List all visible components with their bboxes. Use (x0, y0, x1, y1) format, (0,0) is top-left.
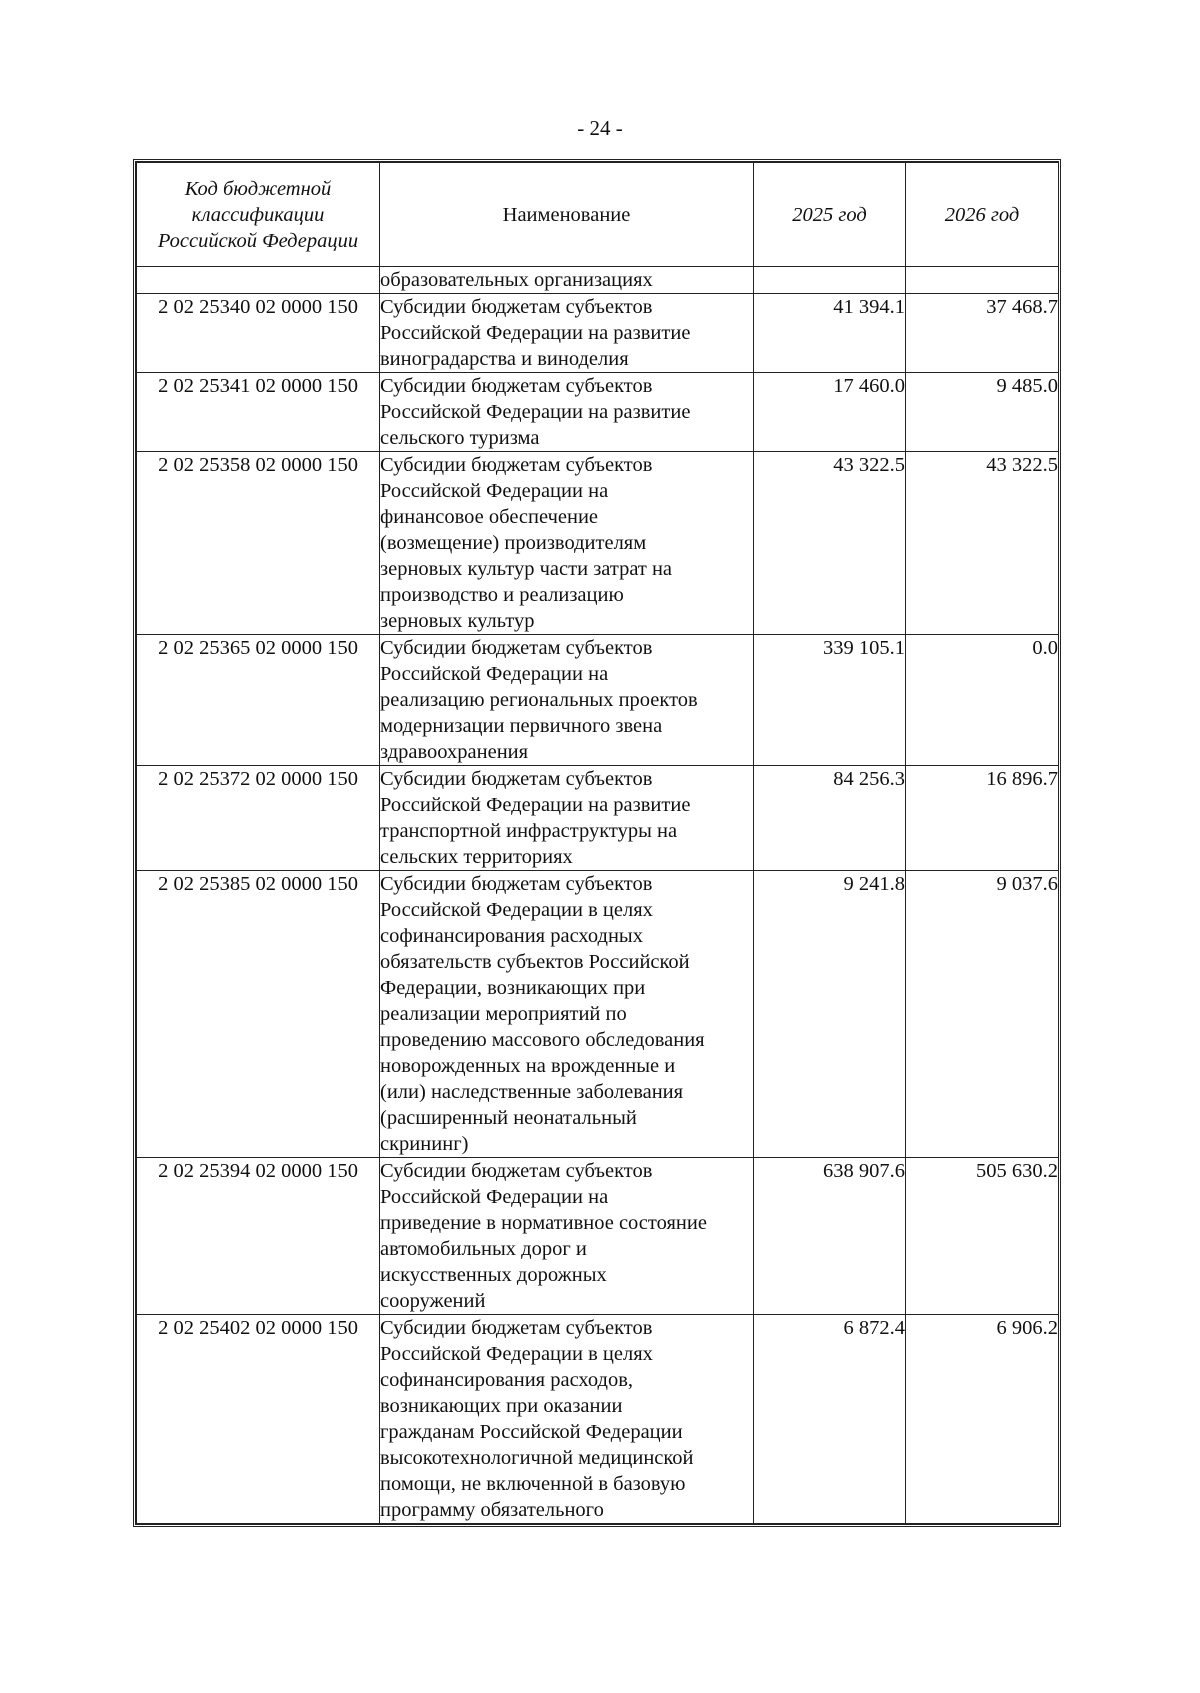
row-code: 2 02 25402 02 0000 150 (137, 1315, 380, 1524)
table-row (137, 373, 1059, 452)
row-name-line: Субсидии бюджетам субъектов (380, 637, 653, 659)
row-code: 2 02 25365 02 0000 150 (137, 635, 380, 766)
row-name-line: Российской Федерации в целях (380, 899, 653, 921)
row-name-line: обязательств субъектов Российской (380, 951, 690, 973)
row-year-2025: 6 872.4 (754, 1315, 906, 1524)
row-name-line: Субсидии бюджетам субъектов (380, 1160, 653, 1182)
row-year-2025: 17 460.0 (754, 373, 906, 452)
row-name (380, 452, 754, 635)
row-name-line: (возмещение) производителям (380, 532, 647, 554)
row-year-2026: 37 468.7 (906, 294, 1059, 373)
row-name-line: зерновых культур (380, 610, 535, 632)
row-name-line: (расширенный неонатальный (380, 1107, 637, 1129)
row-name-line: Российской Федерации на (380, 663, 609, 685)
row-name-line: Субсидии бюджетам субъектов (380, 454, 653, 476)
row-name-line: виноградарства и виноделия (380, 348, 629, 370)
row-year-2026: 0.0 (906, 635, 1059, 766)
row-name (380, 1158, 754, 1315)
table-row (137, 635, 1059, 766)
header-name: Наименование (380, 163, 754, 267)
row-name-line: Российской Федерации на (380, 1186, 609, 1208)
row-year-2025: 43 322.5 (754, 452, 906, 635)
row-name-line: софинансирования расходов, (380, 1369, 634, 1391)
row-name-line: сельского туризма (380, 427, 540, 449)
row-name-line: реализации мероприятий по (380, 1003, 627, 1025)
row-code: 2 02 25385 02 0000 150 (137, 871, 380, 1158)
row-name-line: Субсидии бюджетам субъектов (380, 1317, 653, 1339)
row-code: 2 02 25372 02 0000 150 (137, 766, 380, 871)
row-name-line: Российской Федерации в целях (380, 1343, 653, 1365)
row-name-line: Субсидии бюджетам субъектов (380, 768, 653, 790)
table-body (137, 267, 1059, 1524)
row-name-line: автомобильных дорог и (380, 1238, 587, 1260)
row-name-line: приведение в нормативное состояние (380, 1212, 707, 1234)
row-year-2025: 84 256.3 (754, 766, 906, 871)
row-name-line: искусственных дорожных (380, 1264, 607, 1286)
row-name-line: Федерации, возникающих при (380, 977, 646, 999)
row-year-2025: 9 241.8 (754, 871, 906, 1158)
row-name (380, 766, 754, 871)
row-name-line: реализацию региональных проектов (380, 689, 698, 711)
header-row (137, 163, 1059, 267)
row-year-2026: 43 322.5 (906, 452, 1059, 635)
header-year-2026: 2026 год (906, 163, 1059, 267)
continuation-row (137, 267, 1059, 294)
row-name-line: Субсидии бюджетам субъектов (380, 296, 653, 318)
header-code (137, 163, 380, 267)
row-name-line: производство и реализацию (380, 584, 624, 606)
row-name-line: проведению массового обследования (380, 1029, 705, 1051)
row-name-line: софинансирования расходных (380, 925, 643, 947)
row-name-line: модернизации первичного звена (380, 715, 663, 737)
row-code (137, 267, 380, 294)
row-year-2026: 9 485.0 (906, 373, 1059, 452)
row-name-line: зерновых культур части затрат на (380, 558, 673, 580)
row-name (380, 373, 754, 452)
row-name (380, 635, 754, 766)
row-name-line: Субсидии бюджетам субъектов (380, 873, 653, 895)
table-row (137, 1315, 1059, 1524)
header-code-line: Российской Федерации (157, 229, 359, 252)
row-code: 2 02 25394 02 0000 150 (137, 1158, 380, 1315)
budget-table (136, 162, 1059, 1524)
table-row (137, 766, 1059, 871)
row-name-line: транспортной инфраструктуры на (380, 820, 678, 842)
row-year-2026: 6 906.2 (906, 1315, 1059, 1524)
header-code-line: классификации (191, 203, 325, 226)
header-year-2025: 2025 год (754, 163, 906, 267)
row-year-2025: 638 907.6 (754, 1158, 906, 1315)
page-number: - 24 - (577, 116, 623, 140)
row-name (380, 294, 754, 373)
table-row (137, 294, 1059, 373)
row-year-2025: 339 105.1 (754, 635, 906, 766)
row-name-line: высокотехнологичной медицинской (380, 1447, 694, 1469)
row-year-2026: 16 896.7 (906, 766, 1059, 871)
table-row (137, 871, 1059, 1158)
row-name-line: (или) наследственные заболевания (380, 1081, 684, 1103)
row-name (380, 871, 754, 1158)
budget-table-frame (133, 159, 1061, 1527)
row-name-line: гражданам Российской Федерации (380, 1421, 683, 1443)
row-year-2025: 41 394.1 (754, 294, 906, 373)
row-name-line: финансовое обеспечение (380, 506, 599, 528)
table-row (137, 452, 1059, 635)
row-name-line: сельских территориях (380, 846, 573, 868)
row-name-line: помощи, не включенной в базовую (380, 1473, 686, 1495)
row-year-2026: 9 037.6 (906, 871, 1059, 1158)
row-name-line: Субсидии бюджетам субъектов (380, 375, 653, 397)
row-name-line: Российской Федерации на развитие (380, 401, 691, 423)
row-name-line: здравоохранения (380, 741, 529, 763)
header-code-line: Код бюджетной (184, 177, 332, 200)
row-name-line: возникающих при оказании (380, 1395, 623, 1417)
row-code: 2 02 25340 02 0000 150 (137, 294, 380, 373)
row-name-line: Российской Федерации на развитие (380, 322, 691, 344)
row-name-line: программу обязательного (380, 1499, 604, 1521)
row-code: 2 02 25358 02 0000 150 (137, 452, 380, 635)
table-row (137, 1158, 1059, 1315)
row-name-line: Российской Федерации на развитие (380, 794, 691, 816)
row-code: 2 02 25341 02 0000 150 (137, 373, 380, 452)
row-name: образовательных организациях (380, 267, 754, 294)
row-year-2026: 505 630.2 (906, 1158, 1059, 1315)
row-name (380, 1315, 754, 1524)
row-name-line: сооружений (380, 1290, 486, 1312)
row-name-line: Российской Федерации на (380, 480, 609, 502)
row-name-line: новорожденных на врожденные и (380, 1055, 676, 1077)
row-name-line: скрининг) (380, 1133, 469, 1155)
row-year-2026 (906, 267, 1059, 294)
row-year-2025 (754, 267, 906, 294)
